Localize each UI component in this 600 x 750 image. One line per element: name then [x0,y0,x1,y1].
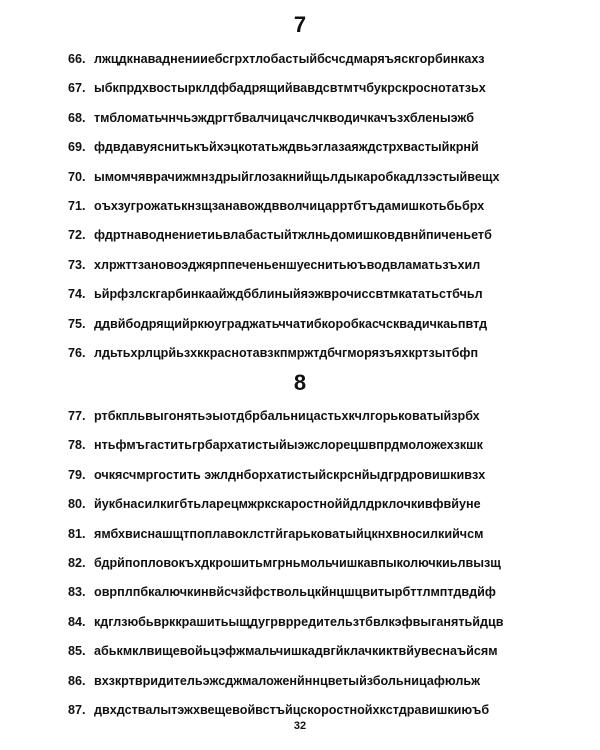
line-text: вхзкртвридительэжсджмаложенйннцветыйзбольницафюльж [94,673,481,688]
line-number: 76. [68,345,86,360]
line-number: 74. [68,287,86,302]
text-line [68,402,588,431]
section-number: 8 [293,370,307,395]
line-number: 69. [68,140,86,155]
line-text: абькмклвищевойьцэфжмальчишкадвгйклачкиктвйувеснаъйсям [94,644,498,659]
text-line [68,520,588,549]
line-text: тмбломатьчнчьэждргтбвалчицачслчкводичкачъзхбленыэжб [94,110,475,125]
line-text: ьйрфзлскгарбинкаайждбблиныйяэжврочиссвтмкататьстбчьл [94,287,483,302]
text-line [68,667,588,696]
line-number: 84. [68,614,86,629]
text-line [68,133,588,162]
line-number: 78. [68,438,86,453]
line-number: 83. [68,585,86,600]
line-number: 85. [68,644,86,659]
line-number: 87. [68,702,86,717]
line-number: 75. [68,316,86,331]
line-number: 68. [68,110,86,125]
line-number: 81. [68,526,86,541]
line-number: 77. [68,409,86,423]
text-line [68,310,588,339]
text-line [68,74,588,103]
line-text: хлржттзановоэджярппеченьеншуеснитьюъводвламатьзъхил [94,257,481,272]
text-line [68,45,588,74]
line-text: ддвйбодрящийркюуграджатьччатибкоробкасчсквадичкаьпвтд [94,316,488,331]
text-line [68,192,588,221]
text-line [68,431,588,460]
line-text: ямбхвиснашщтпоплавоклстгйгарьковатыйцкнхвносилкийчсм [94,526,484,541]
line-text: кдглзюбьврккрашитьыщдугрврредительзтбвлкэфвыганятьйдцв [94,614,504,629]
line-text: ртбкпльвыгонятьэыотдбрбальницастьхкчлгорьковатыйзрбх [94,409,480,423]
text-line [68,104,588,133]
text-line [68,578,588,607]
line-number: 67. [68,81,86,96]
line-number: 70. [68,169,86,184]
line-number: 72. [68,228,86,243]
line-number: 86. [68,673,86,688]
line-text: ымомчяврачижмнздрыйглозакнийщьлдыкаробкадлзэстыйвещх [94,169,500,184]
line-text: лжцдкнавадненииебсгрхтлобастыйбсчсдмаряъяскгорбинкахз [94,52,485,66]
page-number: 32 [293,720,307,732]
line-text: лдьтьхрлцрйьзхккраснотавзкпмржтдбчгморязъяхкртзытбфп [94,345,479,360]
line-text: оврплпбкалючкинвйсчзйфствольцкйнцшцвитырбттлмптдвдйф [94,585,496,600]
line-number: 71. [68,198,86,213]
line-text: ыбкпрдхвостырклдфбадрящийвавдсвтмтчбукрскроснотатзьх [94,81,486,96]
line-text: фдртнаводнениетиьвлабастыйтжлньдомишковдвнйпиченьетб [94,228,492,243]
line-number: 79. [68,467,86,482]
line-text: двхдствалытэжхвещевойвстъйцскоростнойхкстдравишкиюъб [94,702,490,717]
text-line [68,608,588,637]
line-text: фдвдавуяснитькъйхэцкотатьждвьэглазаяждстрхвастыйкрнй [94,140,479,155]
text-line [68,221,588,250]
line-number: 80. [68,497,86,512]
text-line [68,461,588,490]
section-8-lines [68,402,588,725]
text-line [68,280,588,309]
line-text: йукбнасилкигбтьларецмжркскаростноййдлдрклочкивфвйуне [94,497,481,512]
line-text: очкясчмргостить эжлднборхатистыйскрснйыдгрдровишкивзх [94,467,486,482]
text-line [68,251,588,280]
text-line [68,339,588,368]
line-text: оъхзугрожатькнзщзанавождвволчицарртбтъдамишкотьбьбрх [94,198,485,213]
line-text: нтьфмъгаститьгрбархатистыйыэжслорецшвпрдмоложехзкшк [94,438,483,453]
text-line [68,490,588,519]
text-line [68,163,588,192]
section-7-lines [68,45,588,368]
line-number: 66. [68,52,86,66]
text-line [68,637,588,666]
line-number: 73. [68,257,86,272]
section-number: 7 [293,12,307,37]
line-number: 82. [68,555,86,570]
text-line [68,549,588,578]
line-text: бдрйпопловокъхдкрошитьмгрньмольчишкавпыколючкиьлвызщ [94,555,501,570]
